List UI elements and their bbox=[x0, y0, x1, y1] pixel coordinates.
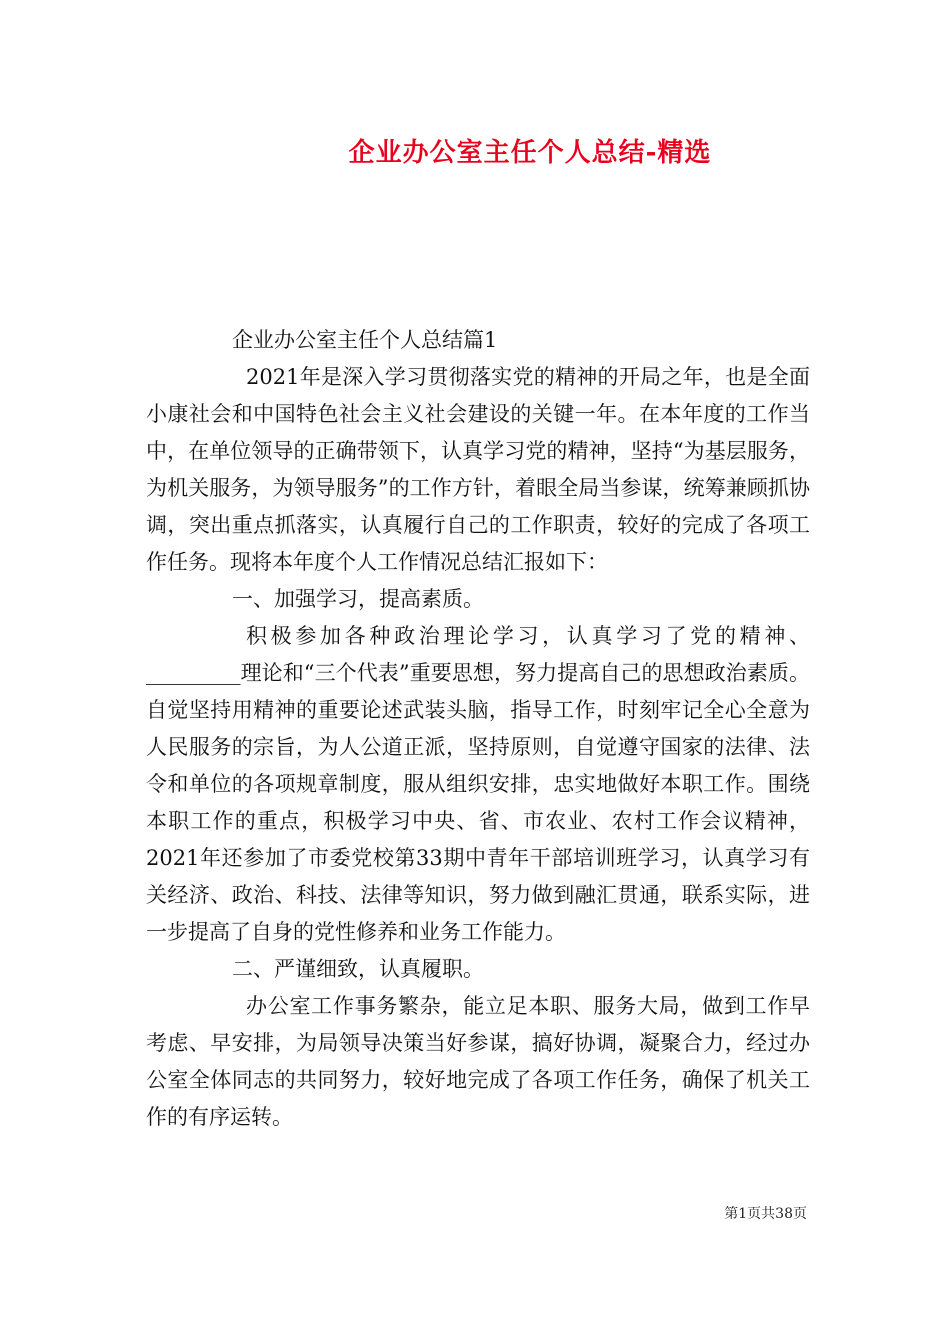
section-heading: 企业办公室主任个人总结篇1 bbox=[232, 328, 498, 352]
document-title: 企业办公室主任个人总结-精选 bbox=[348, 138, 712, 168]
paragraph-study: 积极参加各种政治理论学习，认真学习了党的精神、_________理论和“三个代表”重要思想，努力提高自己的思想政治素质。自觉坚持用精神的重要论述武装头脑，指导工作，时刻牢记全心全意为人民服务的宗旨，为人公道正派，坚持原则，自觉遵守国家的法律、法令和单位的各项规章制度，服从组织安排，忠实地做好本职工作。围绕本职工作的重点，积极学习中央、省、市农业、农村工作会议精神，2021年还参加了市委党校第33期中青年干部培训班学习，认真学习有关经济、政治、科技、法律等知识，努力做到融汇贯通，联系实际，进一步提高了自身的党性修养和业务工作能力。 bbox=[146, 624, 810, 944]
document-body bbox=[146, 322, 810, 1136]
page-number: 第1页共38页 bbox=[724, 1206, 807, 1222]
paragraph-duty: 办公室工作事务繁杂，能立足本职、服务大局，做到工作早考虑、早安排，为局领导决策当好参谋，搞好协调，凝聚合力，经过办公室全体同志的共同努力，较好地完成了各项工作任务，确保了机关工作的有序运转。 bbox=[146, 994, 810, 1129]
subheading-duty: 二、严谨细致，认真履职。 bbox=[232, 957, 484, 981]
subheading-study: 一、加强学习，提高素质。 bbox=[232, 587, 484, 611]
paragraph-intro: 2021年是深入学习贯彻落实党的精神的开局之年，也是全面小康社会和中国特色社会主义社会建设的关键一年。在本年度的工作当中，在单位领导的正确带领下，认真学习党的精神，坚持“为基层服务，为机关服务，为领导服务”的工作方针，着眼全局当参谋，统筹兼顾抓协调，突出重点抓落实，认真履行自己的工作职责，较好的完成了各项工作任务。现将本年度个人工作情况总结汇报如下： bbox=[146, 365, 810, 574]
